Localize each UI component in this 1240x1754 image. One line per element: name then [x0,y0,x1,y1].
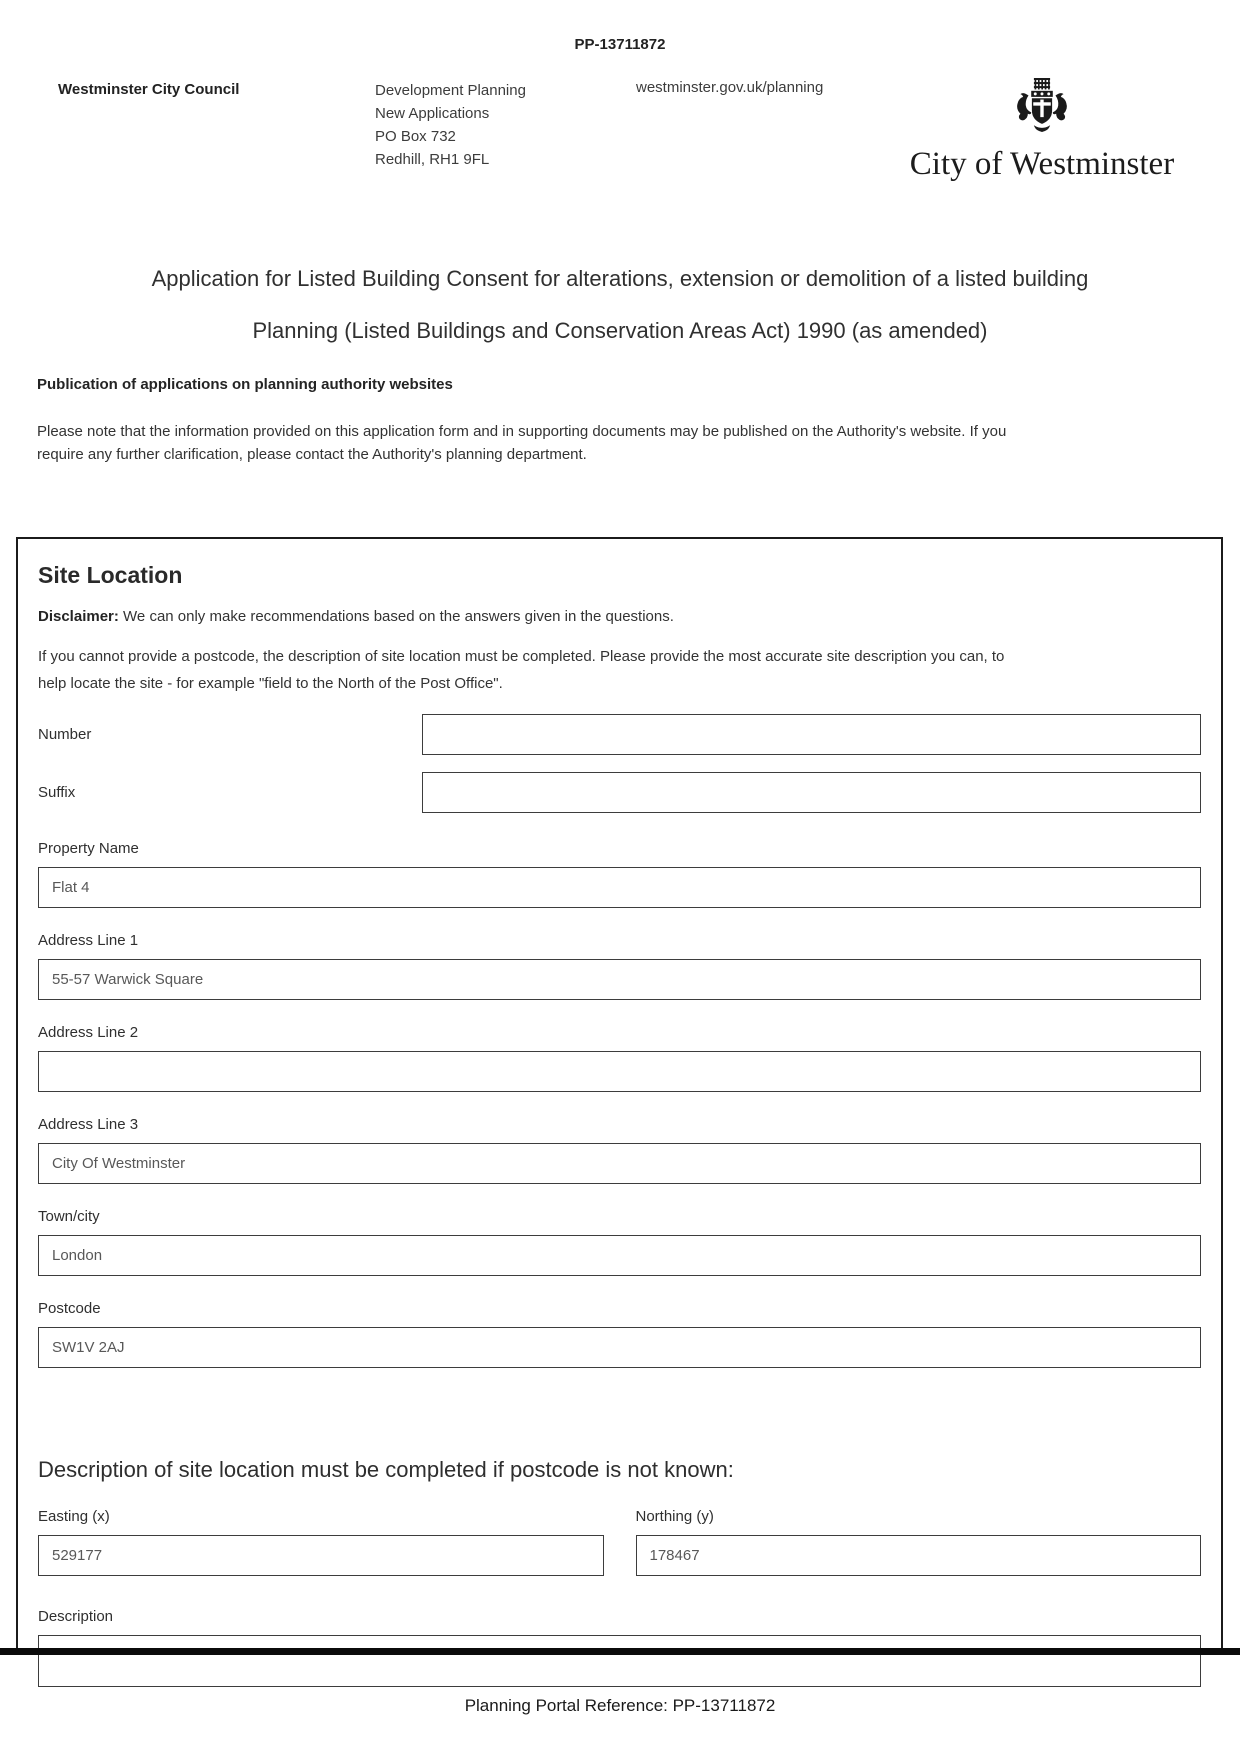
site-location-heading: Site Location [38,562,183,588]
department-address-line: Development Planning [375,82,526,99]
suffix-input[interactable] [422,772,1201,813]
form-subtitle: Planning (Listed Buildings and Conservation Areas Act) 1990 (as amended) [252,318,988,343]
department-address-line: PO Box 732 [375,128,456,145]
northing-field [636,1506,1202,1576]
description-label: Description [38,1608,114,1625]
address-line-1-field [38,930,1201,1000]
address-line-2-field [38,1022,1201,1092]
disclaimer-label: Disclaimer: [38,608,119,625]
page-break-divider [0,1648,1240,1655]
easting-label: Easting (x) [38,1508,110,1525]
number-field-row [38,714,1201,755]
town-city-label: Town/city [38,1208,100,1225]
description-field [38,1606,1201,1687]
northing-input[interactable] [636,1535,1202,1576]
publication-notice-body [37,420,1207,466]
logo-text: City of Westminster [909,146,1175,182]
northing-label: Northing (y) [635,1508,714,1525]
address-line-2-label: Address Line 2 [38,1024,139,1041]
number-label: Number [38,726,92,743]
form-title: Application for Listed Building Consent for alterations, extension or demolition of a listed building [151,266,1089,291]
postcode-intro-text [38,643,1201,697]
postcode-input[interactable] [38,1327,1201,1368]
address-line-3-input[interactable] [38,1143,1201,1184]
postcode-intro-line: If you cannot provide a postcode, the description of site location must be completed. Please provide the most accurate site description you can, to [38,648,1005,665]
disclaimer-text [38,606,1201,628]
address-line-3-label: Address Line 3 [38,1116,139,1133]
suffix-field-row [38,772,1201,813]
council-name: Westminster City Council [58,81,240,98]
address-line-1-label: Address Line 1 [38,932,139,949]
town-city-input[interactable] [38,1235,1201,1276]
publication-notice-line: Please note that the information provided on this application form and in supporting documents may be published on the Authority's website. If you [37,423,1007,440]
coordinates-row [38,1506,1201,1576]
property-name-field [38,838,1201,908]
postcode-label: Postcode [38,1300,101,1317]
council-website-url: westminster.gov.uk/planning [636,79,824,96]
address-line-3-field [38,1114,1201,1184]
department-address-line: Redhill, RH1 9FL [375,151,490,168]
postcode-field [38,1298,1201,1368]
property-name-label: Property Name [38,840,139,857]
description-section-heading: Description of site location must be completed if postcode is not known: [38,1457,734,1482]
publication-notice-line: require any further clarification, please contact the Authority's planning department. [37,446,587,463]
number-input[interactable] [422,714,1201,755]
application-reference: PP-13711872 [574,36,666,53]
property-name-input[interactable] [38,867,1201,908]
address-line-2-input[interactable] [38,1051,1201,1092]
council-logo [892,78,1192,183]
westminster-crest-icon [1008,78,1076,136]
department-address [375,79,526,171]
department-address-line: New Applications [375,105,490,122]
planning-portal-reference: Planning Portal Reference: PP-13711872 [464,1696,776,1715]
disclaimer-body: We can only make recommendations based on the answers given in the questions. [118,608,674,625]
description-input[interactable] [38,1635,1201,1687]
site-location-section [16,537,1223,1653]
town-city-field [38,1206,1201,1276]
suffix-label: Suffix [38,784,76,801]
publication-notice-heading: Publication of applications on planning authority websites [37,376,453,393]
postcode-intro-line: help locate the site - for example "field to the North of the Post Office". [38,675,503,692]
easting-input[interactable] [38,1535,604,1576]
address-line-1-input[interactable] [38,959,1201,1000]
easting-field [38,1506,604,1576]
